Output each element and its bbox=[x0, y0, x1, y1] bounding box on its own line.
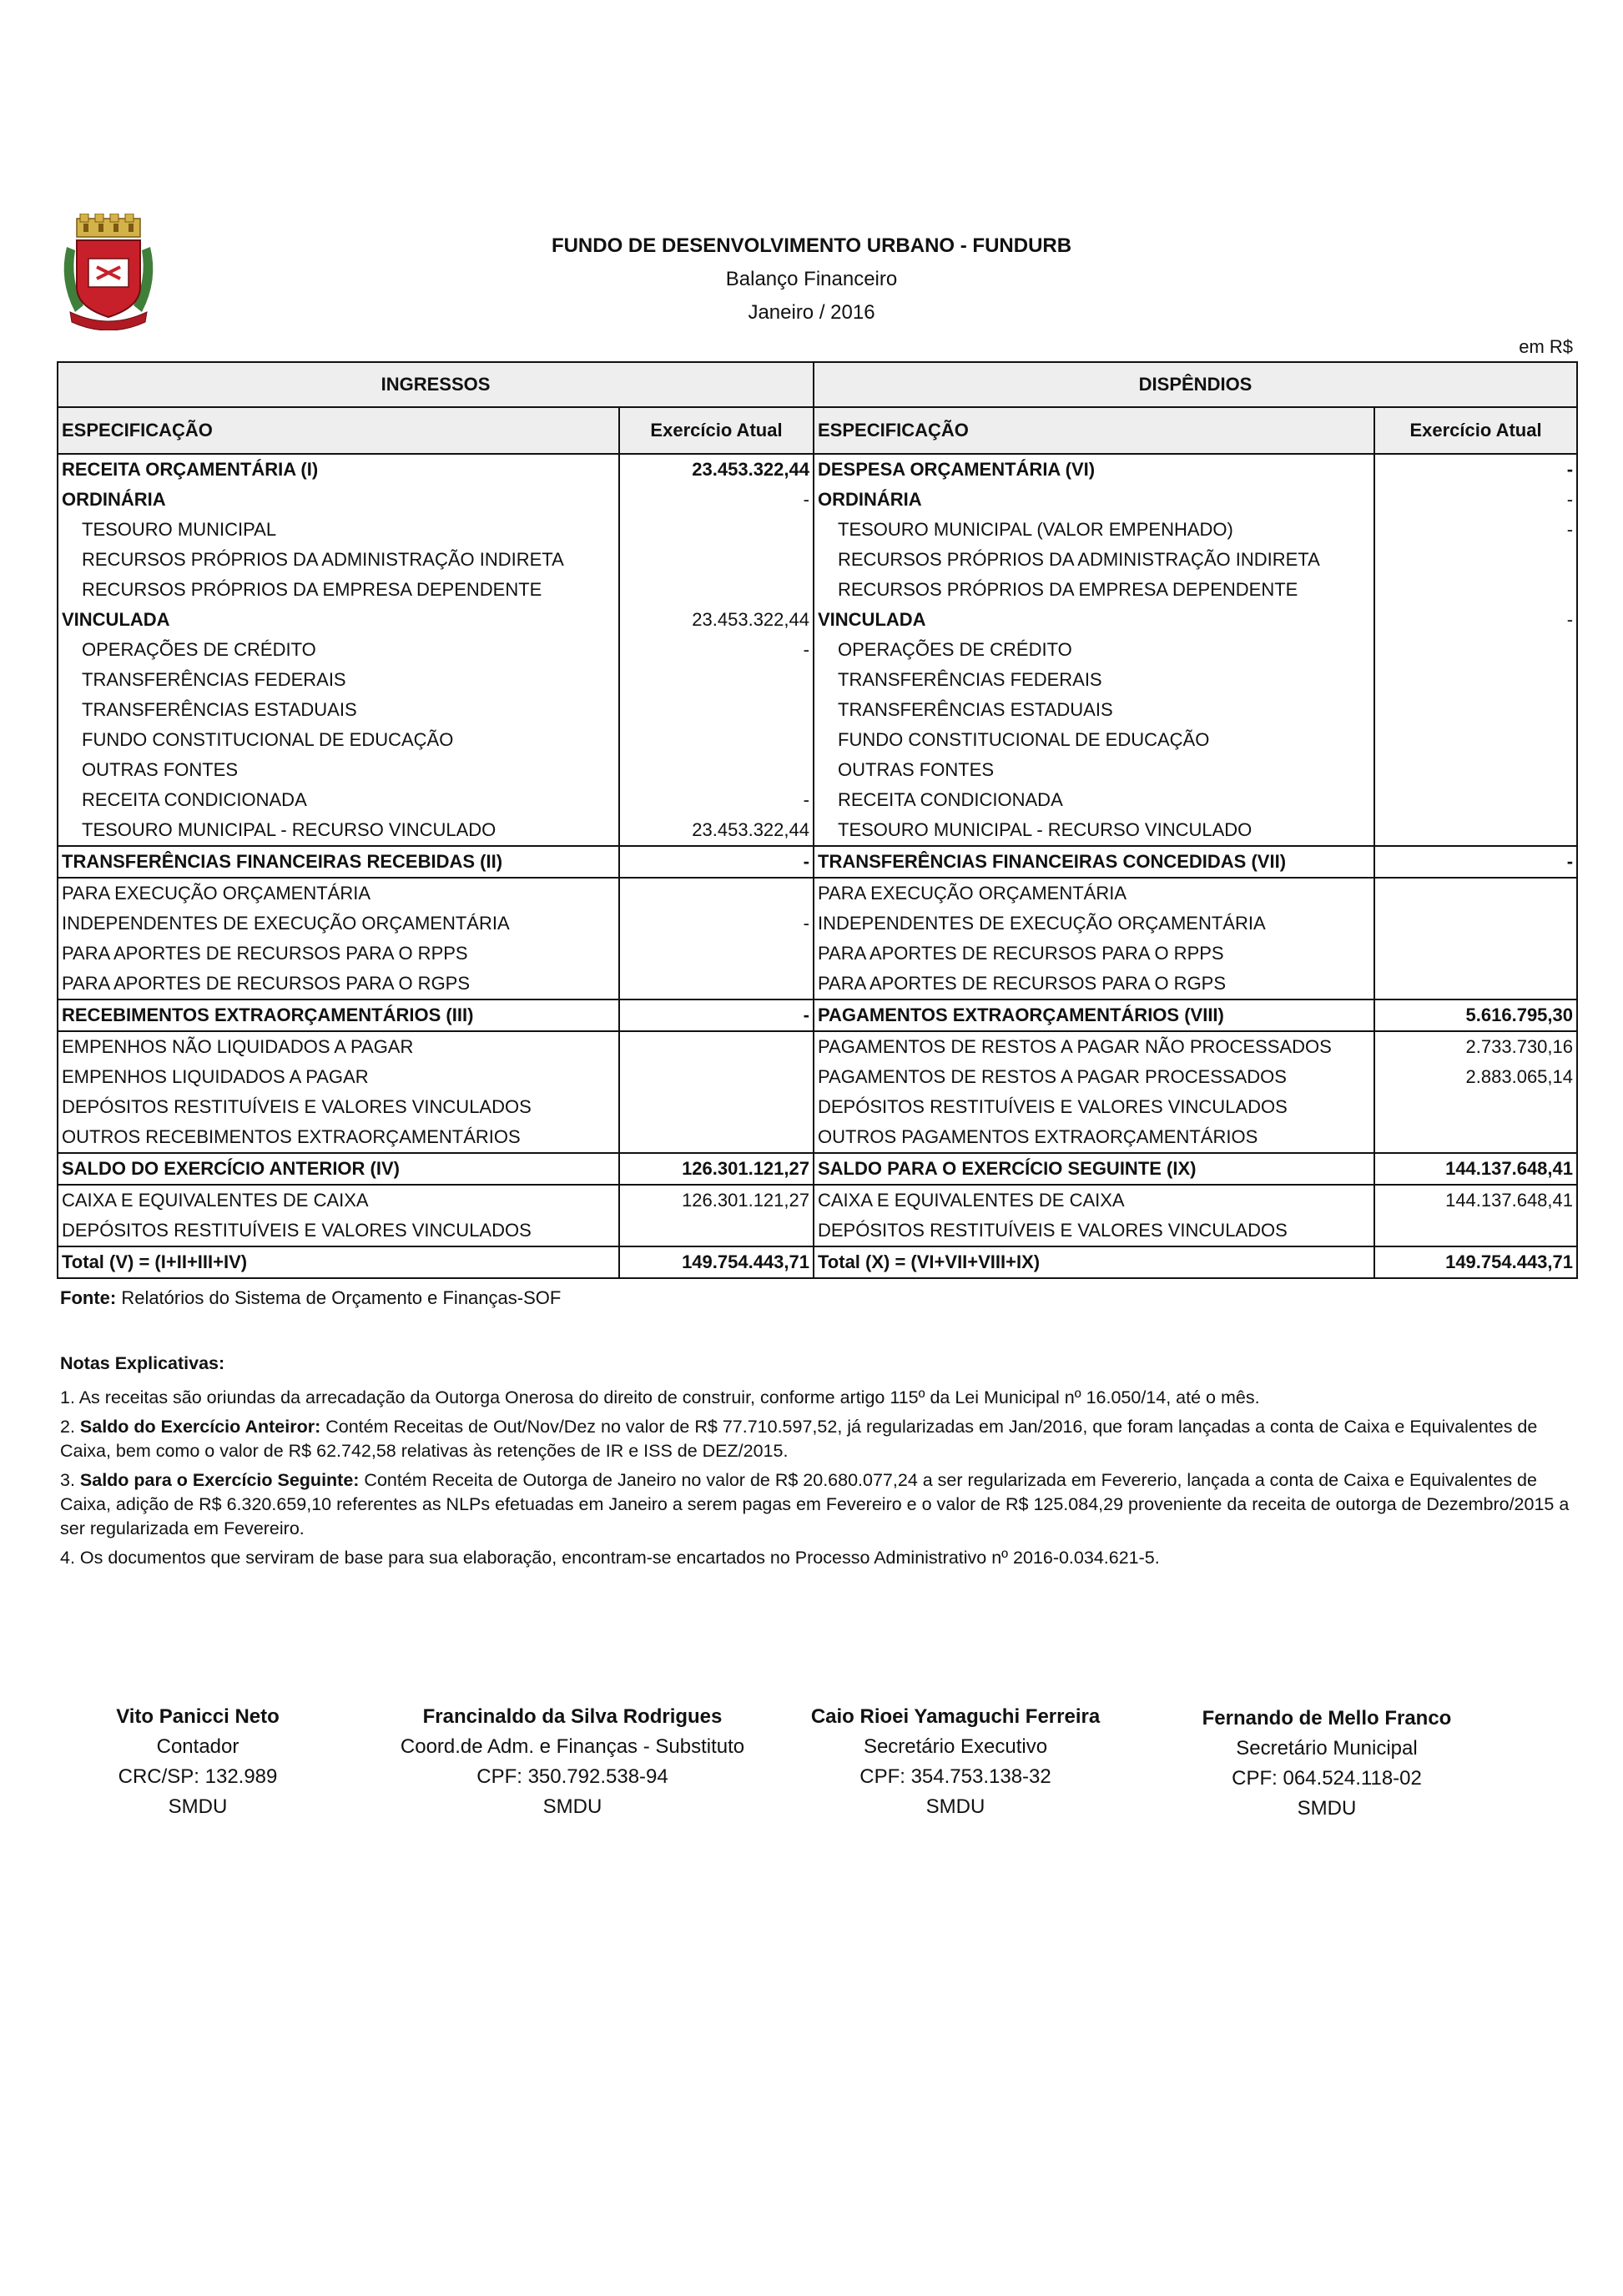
table-row bbox=[58, 1062, 1577, 1092]
table-row bbox=[58, 846, 1577, 878]
row-value-left bbox=[619, 1092, 814, 1122]
row-value-right bbox=[1374, 725, 1577, 755]
signature-block-municipal-secretary bbox=[1168, 1704, 1485, 1824]
row-label-right: VINCULADA bbox=[814, 605, 1374, 635]
row-label-right: DEPÓSITOS RESTITUÍVEIS E VALORES VINCULADOS bbox=[814, 1216, 1374, 1246]
table-row bbox=[58, 755, 1577, 785]
signer-role: Secretário Municipal bbox=[1236, 1737, 1418, 1760]
row-label-left: INDEPENDENTES DE EXECUÇÃO ORÇAMENTÁRIA bbox=[58, 909, 619, 939]
row-label-right: RECURSOS PRÓPRIOS DA EMPRESA DEPENDENTE bbox=[814, 575, 1374, 605]
row-label-right: DESPESA ORÇAMENTÁRIA (VI) bbox=[814, 454, 1374, 485]
table-row bbox=[58, 785, 1577, 815]
row-value-right: - bbox=[1374, 846, 1577, 878]
row-label-right: OPERAÇÕES DE CRÉDITO bbox=[814, 635, 1374, 665]
row-value-right bbox=[1374, 969, 1577, 999]
source-label: Fonte: bbox=[60, 1287, 117, 1308]
row-value-right bbox=[1374, 939, 1577, 969]
currency-unit: em R$ bbox=[1519, 336, 1573, 357]
row-value-right bbox=[1374, 575, 1577, 605]
row-label-left: RECURSOS PRÓPRIOS DA ADMINISTRAÇÃO INDIRETA bbox=[58, 545, 619, 575]
row-value-left bbox=[619, 665, 814, 695]
note-3-prefix: 3. bbox=[60, 1470, 80, 1490]
row-label-right: SALDO PARA O EXERCÍCIO SEGUINTE (IX) bbox=[814, 1153, 1374, 1185]
spec-header-right: ESPECIFICAÇÃO bbox=[814, 407, 1374, 454]
row-value-left bbox=[619, 545, 814, 575]
signature-block-accountant bbox=[77, 1702, 319, 1822]
row-label-right: PAGAMENTOS EXTRAORÇAMENTÁRIOS (VIII) bbox=[814, 999, 1374, 1031]
row-value-right bbox=[1374, 755, 1577, 785]
report-subtitle: Balanço Financeiro bbox=[725, 268, 898, 290]
table-row bbox=[58, 454, 1577, 485]
signer-name: Caio Rioei Yamaguchi Ferreira bbox=[810, 1705, 1101, 1728]
table-row bbox=[58, 815, 1577, 846]
row-value-right bbox=[1374, 909, 1577, 939]
row-label-left: PARA APORTES DE RECURSOS PARA O RGPS bbox=[58, 969, 619, 999]
row-label-left: FUNDO CONSTITUCIONAL DE EDUCAÇÃO bbox=[58, 725, 619, 755]
table-row bbox=[58, 1031, 1577, 1062]
spec-header-left: ESPECIFICAÇÃO bbox=[58, 407, 619, 454]
row-label-left: CAIXA E EQUIVALENTES DE CAIXA bbox=[58, 1185, 619, 1216]
row-value-left: - bbox=[619, 635, 814, 665]
row-value-right bbox=[1374, 665, 1577, 695]
ingressos-header: INGRESSOS bbox=[58, 362, 814, 407]
row-value-left: 126.301.121,27 bbox=[619, 1153, 814, 1185]
row-value-left bbox=[619, 969, 814, 999]
row-label-right: PARA EXECUÇÃO ORÇAMENTÁRIA bbox=[814, 878, 1374, 909]
source-text: Relatórios do Sistema de Orçamento e Finanças-SOF bbox=[116, 1287, 562, 1308]
row-value-left: 149.754.443,71 bbox=[619, 1246, 814, 1278]
source-note bbox=[60, 1287, 561, 1309]
row-label-right: FUNDO CONSTITUCIONAL DE EDUCAÇÃO bbox=[814, 725, 1374, 755]
notes-title: Notas Explicativas: bbox=[60, 1353, 225, 1373]
note-2-heading: Saldo do Exercício Anteiror: bbox=[79, 1417, 321, 1437]
signer-role: Coord.de Adm. e Finanças - Substituto bbox=[400, 1735, 745, 1758]
row-label-left: EMPENHOS NÃO LIQUIDADOS A PAGAR bbox=[58, 1031, 619, 1062]
table-row bbox=[58, 665, 1577, 695]
row-value-right: - bbox=[1374, 605, 1577, 635]
row-label-left: RECURSOS PRÓPRIOS DA EMPRESA DEPENDENTE bbox=[58, 575, 619, 605]
row-value-right: 144.137.648,41 bbox=[1374, 1185, 1577, 1216]
row-label-right: PARA APORTES DE RECURSOS PARA O RPPS bbox=[814, 939, 1374, 969]
signer-role: Secretário Executivo bbox=[863, 1735, 1048, 1758]
signer-org: SMDU bbox=[168, 1795, 228, 1818]
row-value-right: 2.733.730,16 bbox=[1374, 1031, 1577, 1062]
explanatory-notes bbox=[60, 1352, 1570, 1575]
note-4: 4. Os documentos que serviram de base para sua elaboração, encontram-se encartados no Processo Administrativo nº 2016-0.034.621-5. bbox=[60, 1548, 1160, 1568]
table-row bbox=[58, 1153, 1577, 1185]
row-value-right: 5.616.795,30 bbox=[1374, 999, 1577, 1031]
report-period: Janeiro / 2016 bbox=[748, 301, 875, 324]
row-label-right: TRANSFERÊNCIAS ESTADUAIS bbox=[814, 695, 1374, 725]
signer-document: CPF: 354.753.138-32 bbox=[859, 1765, 1051, 1788]
row-value-left bbox=[619, 939, 814, 969]
row-value-left: 23.453.322,44 bbox=[619, 454, 814, 485]
note-2 bbox=[60, 1415, 1570, 1463]
signer-role: Contador bbox=[156, 1735, 239, 1758]
table-row bbox=[58, 605, 1577, 635]
signer-org: SMDU bbox=[925, 1795, 985, 1818]
table-row bbox=[58, 515, 1577, 545]
row-label-left: RECEBIMENTOS EXTRAORÇAMENTÁRIOS (III) bbox=[58, 999, 619, 1031]
row-label-left: TRANSFERÊNCIAS FEDERAIS bbox=[58, 665, 619, 695]
signature-block-executive-secretary bbox=[784, 1702, 1127, 1822]
row-value-left: 23.453.322,44 bbox=[619, 815, 814, 846]
balance-table bbox=[57, 361, 1576, 1279]
row-label-left: TRANSFERÊNCIAS ESTADUAIS bbox=[58, 695, 619, 725]
row-value-right: 149.754.443,71 bbox=[1374, 1246, 1577, 1278]
row-label-left: RECEITA ORÇAMENTÁRIA (I) bbox=[58, 454, 619, 485]
row-label-right: OUTROS PAGAMENTOS EXTRAORÇAMENTÁRIOS bbox=[814, 1122, 1374, 1153]
table-row bbox=[58, 999, 1577, 1031]
row-value-right: - bbox=[1374, 515, 1577, 545]
table-row bbox=[58, 909, 1577, 939]
note-2-prefix: 2. bbox=[60, 1417, 80, 1437]
row-label-left: OUTRAS FONTES bbox=[58, 755, 619, 785]
row-value-right bbox=[1374, 1092, 1577, 1122]
row-value-right bbox=[1374, 878, 1577, 909]
row-value-left bbox=[619, 1031, 814, 1062]
row-label-left: DEPÓSITOS RESTITUÍVEIS E VALORES VINCULADOS bbox=[58, 1216, 619, 1246]
row-label-right: PAGAMENTOS DE RESTOS A PAGAR PROCESSADOS bbox=[814, 1062, 1374, 1092]
row-label-right: CAIXA E EQUIVALENTES DE CAIXA bbox=[814, 1185, 1374, 1216]
row-value-left bbox=[619, 1216, 814, 1246]
row-label-right: PARA APORTES DE RECURSOS PARA O RGPS bbox=[814, 969, 1374, 999]
row-value-left: - bbox=[619, 485, 814, 515]
row-value-right: 2.883.065,14 bbox=[1374, 1062, 1577, 1092]
signer-org: SMDU bbox=[542, 1795, 602, 1818]
row-value-left bbox=[619, 1122, 814, 1153]
row-value-left bbox=[619, 755, 814, 785]
note-3-text: Contém Receita de Outorga de Janeiro no valor de R$ 20.680.077,24 a ser regularizada em Fevererio, lançada a conta de Caixa e Equivalentes de Caixa, adição de R$ 6.320.659,10 referentes as NLPs efetuadas em Janeiro a serem pagas em Fevereiro e o valor de R$ 125.084,29 proveniente da receita de outorga de Dezembro/2015 a ser regularizada em Fevereiro. bbox=[60, 1470, 1570, 1538]
signer-document: CPF: 350.792.538-94 bbox=[476, 1765, 668, 1788]
row-value-left bbox=[619, 725, 814, 755]
row-label-left: OUTROS RECEBIMENTOS EXTRAORÇAMENTÁRIOS bbox=[58, 1122, 619, 1153]
row-label-right: DEPÓSITOS RESTITUÍVEIS E VALORES VINCULADOS bbox=[814, 1092, 1374, 1122]
table-row bbox=[58, 1122, 1577, 1153]
row-value-left: 126.301.121,27 bbox=[619, 1185, 814, 1216]
table-row bbox=[58, 878, 1577, 909]
table-row bbox=[58, 1246, 1577, 1278]
signer-name: Vito Panicci Neto bbox=[116, 1705, 280, 1728]
row-value-right bbox=[1374, 1122, 1577, 1153]
row-value-left bbox=[619, 878, 814, 909]
row-value-left: - bbox=[619, 909, 814, 939]
row-label-left: PARA EXECUÇÃO ORÇAMENTÁRIA bbox=[58, 878, 619, 909]
row-value-left: - bbox=[619, 999, 814, 1031]
table-row bbox=[58, 1216, 1577, 1246]
note-3 bbox=[60, 1468, 1570, 1541]
row-value-left: 23.453.322,44 bbox=[619, 605, 814, 635]
table-row bbox=[58, 545, 1577, 575]
row-label-right: ORDINÁRIA bbox=[814, 485, 1374, 515]
table-row bbox=[58, 635, 1577, 665]
signer-document: CPF: 064.524.118-02 bbox=[1232, 1767, 1422, 1790]
value-header-right: Exercício Atual bbox=[1374, 407, 1577, 454]
row-label-left: TESOURO MUNICIPAL bbox=[58, 515, 619, 545]
row-label-left: SALDO DO EXERCÍCIO ANTERIOR (IV) bbox=[58, 1153, 619, 1185]
row-label-left: Total (V) = (I+II+III+IV) bbox=[58, 1246, 619, 1278]
row-label-right: OUTRAS FONTES bbox=[814, 755, 1374, 785]
table-row bbox=[58, 575, 1577, 605]
row-label-left: OPERAÇÕES DE CRÉDITO bbox=[58, 635, 619, 665]
note-1: 1. As receitas são oriundas da arrecadação da Outorga Onerosa do direito de construir, conforme artigo 115º da Lei Municipal nº 16.050/14, até o mês. bbox=[60, 1387, 1260, 1407]
note-2-text: Contém Receitas de Out/Nov/Dez no valor de R$ 77.710.597,52, já regularizadas em Jan/2016, que foram lançadas a conta de Caixa e Equivalentes de Caixa, bem como o valor de R$ 62.742,58 relativas às retenções de IR e ISS de DEZ/2015. bbox=[60, 1417, 1538, 1461]
table-row bbox=[58, 725, 1577, 755]
row-value-left bbox=[619, 695, 814, 725]
table-row bbox=[58, 695, 1577, 725]
row-label-left: TESOURO MUNICIPAL - RECURSO VINCULADO bbox=[58, 815, 619, 846]
note-3-heading: Saldo para o Exercício Seguinte: bbox=[79, 1470, 360, 1490]
row-value-right: - bbox=[1374, 454, 1577, 485]
table-row bbox=[58, 969, 1577, 999]
row-label-right: RECEITA CONDICIONADA bbox=[814, 785, 1374, 815]
row-label-right: TESOURO MUNICIPAL - RECURSO VINCULADO bbox=[814, 815, 1374, 846]
row-value-left: - bbox=[619, 785, 814, 815]
row-value-right bbox=[1374, 1216, 1577, 1246]
signer-document: CRC/SP: 132.989 bbox=[118, 1765, 278, 1788]
row-value-right bbox=[1374, 635, 1577, 665]
table-row bbox=[58, 1092, 1577, 1122]
row-label-left: EMPENHOS LIQUIDADOS A PAGAR bbox=[58, 1062, 619, 1092]
table-row bbox=[58, 485, 1577, 515]
row-value-right bbox=[1374, 695, 1577, 725]
row-label-left: TRANSFERÊNCIAS FINANCEIRAS RECEBIDAS (II) bbox=[58, 846, 619, 878]
row-label-right: TRANSFERÊNCIAS FEDERAIS bbox=[814, 665, 1374, 695]
row-value-right bbox=[1374, 785, 1577, 815]
row-value-left: - bbox=[619, 846, 814, 878]
row-label-left: DEPÓSITOS RESTITUÍVEIS E VALORES VINCULADOS bbox=[58, 1092, 619, 1122]
signer-name: Fernando de Mello Franco bbox=[1202, 1707, 1452, 1730]
row-value-left bbox=[619, 515, 814, 545]
row-value-right: 144.137.648,41 bbox=[1374, 1153, 1577, 1185]
row-value-right bbox=[1374, 545, 1577, 575]
row-label-left: ORDINÁRIA bbox=[58, 485, 619, 515]
report-title: FUNDO DE DESENVOLVIMENTO URBANO - FUNDURB bbox=[551, 234, 1072, 257]
signer-org: SMDU bbox=[1297, 1797, 1357, 1820]
row-label-right: PAGAMENTOS DE RESTOS A PAGAR NÃO PROCESSADOS bbox=[814, 1031, 1374, 1062]
table-row bbox=[58, 1185, 1577, 1216]
row-label-right: RECURSOS PRÓPRIOS DA ADMINISTRAÇÃO INDIRETA bbox=[814, 545, 1374, 575]
row-label-left: RECEITA CONDICIONADA bbox=[58, 785, 619, 815]
signature-block-coordinator bbox=[364, 1702, 781, 1822]
row-value-right: - bbox=[1374, 485, 1577, 515]
row-value-left bbox=[619, 1062, 814, 1092]
value-header-left: Exercício Atual bbox=[619, 407, 814, 454]
row-label-right: TESOURO MUNICIPAL (VALOR EMPENHADO) bbox=[814, 515, 1374, 545]
signer-name: Francinaldo da Silva Rodrigues bbox=[422, 1705, 723, 1728]
row-value-right bbox=[1374, 815, 1577, 846]
row-label-left: VINCULADA bbox=[58, 605, 619, 635]
table-row bbox=[58, 939, 1577, 969]
dispendios-header: DISPÊNDIOS bbox=[814, 362, 1577, 407]
row-label-left: PARA APORTES DE RECURSOS PARA O RPPS bbox=[58, 939, 619, 969]
row-label-right: INDEPENDENTES DE EXECUÇÃO ORÇAMENTÁRIA bbox=[814, 909, 1374, 939]
row-label-right: TRANSFERÊNCIAS FINANCEIRAS CONCEDIDAS (VII) bbox=[814, 846, 1374, 878]
row-label-right: Total (X) = (VI+VII+VIII+IX) bbox=[814, 1246, 1374, 1278]
row-value-left bbox=[619, 575, 814, 605]
